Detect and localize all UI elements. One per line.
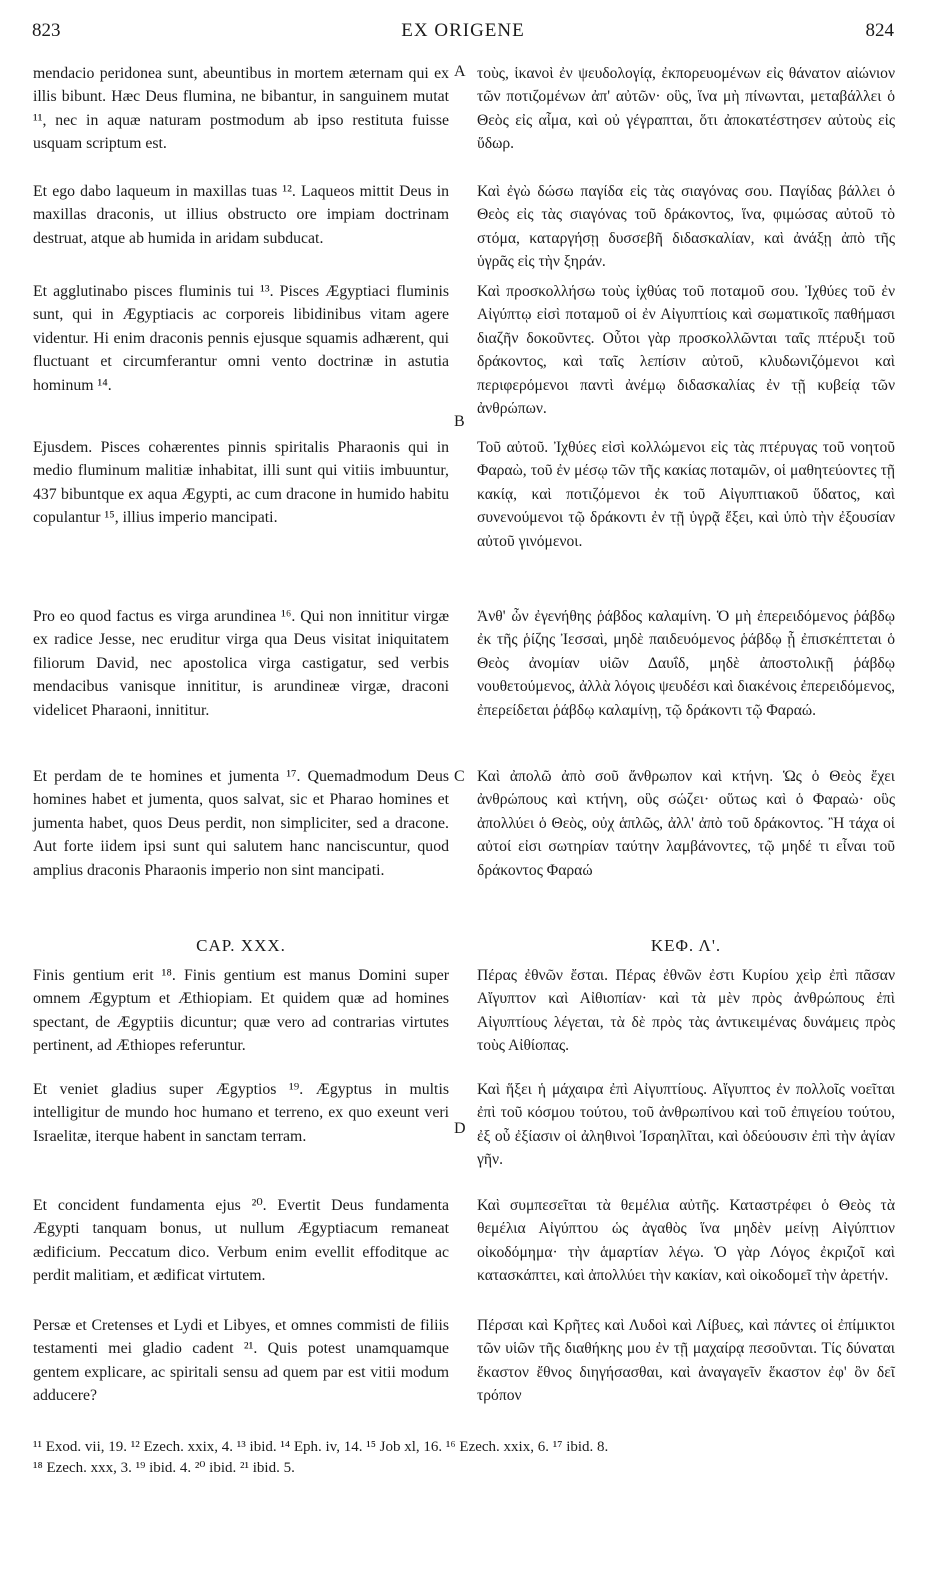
latin-paragraph: Et perdam de te homines et jumenta ¹⁷. Quemadmodum Deus homines habet et jumenta, quos salvat, sic et Pharao homines et jumenta habet, quos Deus perdit, non simpliciter, sed a dracone. Aut forte iidem ipsi sunt qui salutem hanc nanciscuntur, quod amplius draconis Pharaonis imperio non sint mancipati. <box>33 768 449 879</box>
margin-marker: D <box>454 1120 466 1137</box>
greek-paragraph: Πέρας ἐθνῶν ἔσται. Πέρας ἐθνῶν ἐστι Κυρίου χεὶρ ἐπὶ πᾶσαν Αἴγυπτον καὶ Αἰθιοπίαν· καὶ τὰ μὲν πρὸς ἀνθρώπους ἐπὶ Αἰγυπτίους λέγεται, τὰ δὲ πρὸς τὰς ἀντικειμένας δυνάμεις πρὸς τοὺς Αἰθίοπας. <box>477 967 895 1055</box>
latin-paragraph: Persæ et Cretenses et Lydi et Libyes, et omnes commisti de filiis testamenti mei gladio cadent ²¹. Quis potest unamquamque gentem explicare, ac spiritali sensu ad quem par est vitii modum adducere? <box>33 1317 449 1405</box>
greek-paragraph: Καὶ ἥξει ἡ μάχαιρα ἐπὶ Αἰγυπτίους. Αἴγυπτος ἐν πολλοῖς νοεῖται ἐπὶ τοῦ κόσμου τούτου, τοῦ ἀνθρωπίνου καὶ τοῦ ἐπιγείου τούτου, ἐξ οὗ ἐξίασιν οἱ ἀληθινοὶ Ἰσραηλῖται, καὶ ὁδεύουσιν ἐπὶ τὴν ἁγίαν γῆν. <box>477 1081 895 1169</box>
greek-paragraph: Πέρσαι καὶ Κρῆτες καὶ Λυδοὶ καὶ Λίβυες, καὶ πάντες οἱ ἐπίμικτοι τῶν υἱῶν τῆς διαθήκης μου ἐν τῇ μαχαίρᾳ πεσοῦνται. Τίς δύναται ἕκαστον ἔθνος διηγήσασθαι, καὶ ἀναγαγεῖν ἕκαστον ἐφ' ὃν δεῖ τρόπον <box>477 1317 895 1405</box>
latin-paragraph: Et concident fundamenta ejus ²⁰. Evertit Deus fundamenta Ægypti tanquam bonus, ut nullum Ægyptiacum remaneat ædificium. Peccatum dico. Verbum enim evellit effoditque ac perdit malitiam, et ædificat virtutem. <box>33 1197 449 1285</box>
latin-paragraph: Et veniet gladius super Ægyptios ¹⁹. Ægyptus in multis intelligitur de mundo hoc humano et terreno, ex quo exeunt veri Israelitæ, iterque habent in sanctam terram. <box>33 1081 449 1145</box>
footnote-line: ¹¹ Exod. vii, 19. ¹² Ezech. xxix, 4. ¹³ ibid. ¹⁴ Eph. iv, 14. ¹⁵ Job xl, 16. ¹⁶ Ezech. xxix, 6. ¹⁷ ibid. 8. <box>33 1439 609 1455</box>
page-number-left: 823 <box>32 20 61 41</box>
greek-paragraph: Ἀνθ' ὧν ἐγενήθης ῥάβδος καλαμίνη. Ὁ μὴ ἐπερειδόμενος ῥάβδῳ ἐκ τῆς ῥίζης Ἰεσσαὶ, μηδὲ παιδευόμενος ῥάβδῳ ᾗ ἐπισκέπτεται ὁ Θεὸς ἀνομίαν υἱῶν Δαυΐδ, μηδὲ ἀποστολικῇ ῥάβδῳ νουθετούμενος, ἀλλὰ λόγοις ψευδέσι καὶ διακένοις ἐπερειδόμενος, ἐπερείδεται ῥάβδῳ καλαμίνῃ, τῷ δράκοντι τῷ Φαραώ. <box>477 608 895 719</box>
margin-marker: B <box>454 413 465 430</box>
footnote-line: ¹⁸ Ezech. xxx, 3. ¹⁹ ibid. 4. ²⁰ ibid. ²¹ ibid. 5. <box>33 1460 295 1476</box>
greek-paragraph: Τοῦ αὐτοῦ. Ἰχθύες εἰσὶ κολλώμενοι εἰς τὰς πτέρυγας τοῦ νοητοῦ Φαραὼ, τοῦ ἐν μέσῳ τῶν τῆς κακίας ποταμῶν, οἱ μαθητεύοντες τῇ κακίᾳ, καὶ ποτιζόμενοι ἐκ τοῦ Αἰγυπτιακοῦ ὕδατος, καὶ συνενούμενοι τῷ δράκοντι ἐν τῇ ὑγρᾷ ἕξει, καὶ ὑπὸ τὴν ἐξουσίαν αὐτοῦ γινόμενοι. <box>477 439 895 550</box>
latin-paragraph: mendacio peridonea sunt, abeuntibus in mortem æternam qui ex illis bibunt. Hæc Deus flumina, ne bibantur, in sanguinem mutat ¹¹, nec in aquæ naturam postmodum ab ipso restituta fuisse usquam scriptum est. <box>33 65 449 153</box>
footnotes <box>33 1437 899 1479</box>
chapter-heading-greek: ΚΕΦ. Λ'. <box>650 936 722 955</box>
latin-paragraph: Et ego dabo laqueum in maxillas tuas ¹². Laqueos mittit Deus in maxillas draconis, ut illius obstructo ore impiam doctrinam destruat, atque ab humida in aridam subducat. <box>33 183 449 247</box>
page-number-right: 824 <box>865 20 894 41</box>
greek-paragraph: Καὶ προσκολλήσω τοὺς ἰχθύας τοῦ ποταμοῦ σου. Ἰχθύες τοῦ ἐν Αἰγύπτῳ εἰσὶ ποταμοῦ οἱ ἐν Αἰγυπτίοις καὶ σωματικοῖς παθήμασι διαζῆν δοκοῦντες. Οὗτοι γὰρ προσκολλῶνται ταῖς πτέρυξι τοῦ δράκοντος, καὶ ταῖς λεπίσιν αὐτοῦ, κλυδωνιζόμενοι καὶ περιφερόμενοι παντὶ ἀνέμῳ διδασκαλίας ἐν τῇ κυβείᾳ τῶν ἀνθρώπων. <box>477 283 895 418</box>
greek-paragraph: τοὺς, ἱκανοὶ ἐν ψευδολογίᾳ, ἐκπορευομένων εἰς θάνατον αἰώνιον τῶν ποτιζομένων ἀπ' αὐτῶν· οὓς, ἵνα μὴ πίνωνται, μεταβάλλει ὁ Θεὸς εἰς αἷμα, καὶ οὐ γέγραπται, ὅτι ἀποκατέστησεν αὐτοὺς εἰς ὕδωρ. <box>477 65 895 153</box>
page-header <box>30 20 896 44</box>
latin-paragraph: Pro eo quod factus es virga arundinea ¹⁶. Qui non innititur virgæ ex radice Jesse, nec eruditur virga qua Deus visitat iniquitatem filiorum David, nec apostolica virga castigatur, sed verbis mendacibus vanisque innititur, is arundineæ virgæ, draconi videlicet Pharaoni, innititur. <box>33 608 449 719</box>
running-title: EX ORIGENE <box>401 20 525 41</box>
greek-paragraph: Καὶ συμπεσεῖται τὰ θεμέλια αὐτῆς. Καταστρέφει ὁ Θεὸς τὰ θεμέλια Αἰγύπτου ὡς ἀγαθὸς ἵνα μηδὲν μείνῃ Αἰγύπτιον οἰκοδόμημα· τὴν ἁμαρτίαν λέγω. Ὁ γὰρ Λόγος ἐκριζοῖ καὶ κατασκάπτει, καὶ ἀπολλύει τὴν κακίαν, καὶ οἰκοδομεῖ τὴν ἀρετήν. <box>477 1197 895 1285</box>
greek-paragraph: Καὶ ἐγὼ δώσω παγίδα εἰς τὰς σιαγόνας σου. Παγίδας βάλλει ὁ Θεὸς εἰς τὰς σιαγόνας τοῦ δράκοντος, ἵνα, φιμώσας αὐτοῦ τὸ στόμα, καταργήσῃ δυσσεβῆ διδασκαλίαν, καὶ ἀνάξῃ ἀπὸ τῆς ὑγρᾶς εἰς τὴν ξηράν. <box>477 183 895 271</box>
latin-paragraph: Ejusdem. Pisces cohærentes pinnis spiritalis Pharaonis qui in medio fluminum malitiæ inhabitat, illi sunt qui vitiis imbuuntur, 437 bibuntque ex aqua Ægypti, ac cum dracone in humido habitu copulantur ¹⁵, illius imperio mancipati. <box>33 439 449 527</box>
latin-paragraph: Et agglutinabo pisces fluminis tui ¹³. Pisces Ægyptiaci fluminis sunt, qui in Ægyptiacis ac corporeis libidinibus vitam agere videntur. Hi enim draconis pennis ejusque squamis adhærent, qui fluctuant et circumferantur omni vento doctrinæ in astutia hominum ¹⁴. <box>33 283 449 394</box>
greek-paragraph: Καὶ ἀπολῶ ἀπὸ σοῦ ἄνθρωπον καὶ κτήνη. Ὡς ὁ Θεὸς ἔχει ἀνθρώπους καὶ κτήνη, οὓς σώζει· οὕτως καὶ ὁ Φαραὼ· οὓς ἀπολλύει ὁ Θεὸς, οὐχ ἁπλῶς, ἀλλ' ἀπὸ τοῦ δράκοντος. Ἢ τάχα οἱ αὐτοί εἰσι σωτηρίαν ταύτην λαμβάνοντες, τῷ μηδέ τι εἶναι τοῦ δράκοντος Φαραώ <box>477 768 895 879</box>
margin-marker: C <box>454 768 465 785</box>
latin-paragraph: Finis gentium erit ¹⁸. Finis gentium est manus Domini super omnem Ægyptum et Æthiopiam. Et quidem quæ ad homines spectant, de Ægyptiis dicuntur; quæ vero ad contrarias virtutes pertinent, ad Æthiopes referuntur. <box>33 967 449 1055</box>
margin-marker: A <box>454 63 466 80</box>
chapter-heading-latin: CAP. XXX. <box>196 936 286 955</box>
